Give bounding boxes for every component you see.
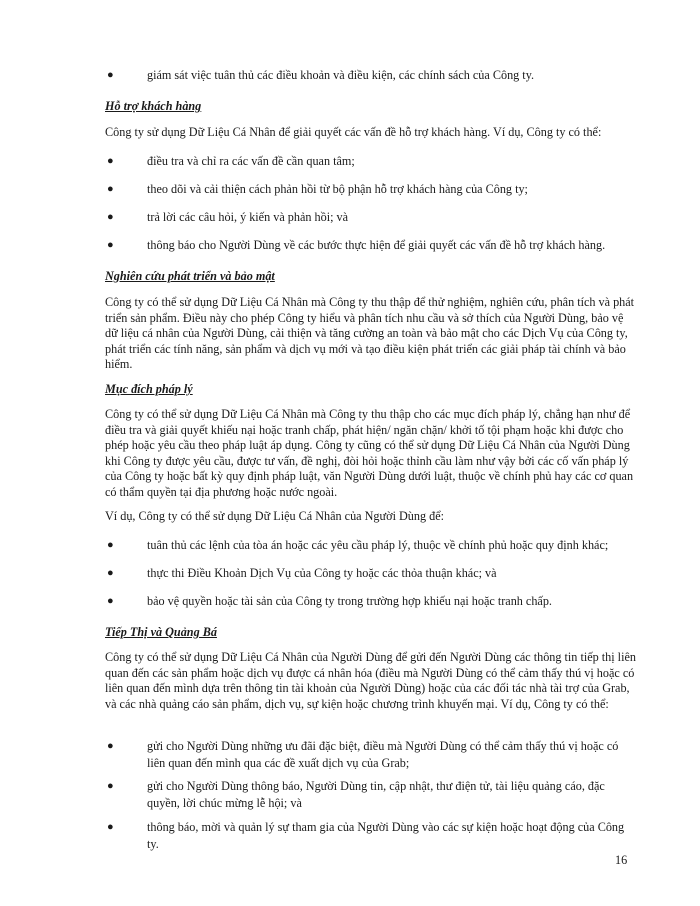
bullet-icon: ● (107, 595, 114, 607)
list-item-text: tuân thủ các lệnh của tòa án hoặc các yêu cầu pháp lý, thuộc về chính phủ hoặc quy định khác; (147, 538, 609, 552)
section-heading-legal: Mục đích pháp lý (105, 382, 193, 396)
list-item (105, 738, 635, 771)
list-item-text: bảo vệ quyền hoặc tài sản của Công ty trong trường hợp khiếu nại hoặc tranh chấp. (147, 594, 552, 608)
list-item (105, 537, 635, 554)
section-heading-marketing: Tiếp Thị và Quảng Bá (105, 625, 217, 639)
list-item (105, 565, 635, 582)
list-item (105, 778, 635, 811)
bullet-icon: ● (107, 183, 114, 195)
list-item (105, 181, 635, 198)
list-item (105, 153, 635, 170)
bullet-icon: ● (107, 239, 114, 251)
list-item (105, 209, 635, 226)
list-item (105, 237, 635, 254)
list-item-text: theo dõi và cải thiện cách phản hồi từ bộ phận hỗ trợ khách hàng của Công ty; (147, 182, 528, 196)
list-item-text: giám sát việc tuân thủ các điều khoản và điều kiện, các chính sách của Công ty. (147, 68, 535, 82)
section-heading-support: Hỗ trợ khách hàng (105, 99, 202, 113)
list-item-text: điều tra và chỉ ra các vấn đề cần quan tâm; (147, 154, 355, 168)
bullet-icon: ● (107, 567, 114, 579)
section-intro-legal: Ví dụ, Công ty có thể sử dụng Dữ Liệu Cá Nhân của Người Dùng để: (105, 509, 445, 523)
bullet-icon: ● (107, 155, 114, 167)
section-paragraph-legal: Công ty có thể sử dụng Dữ Liệu Cá Nhân mà Công ty thu thập cho các mục đích pháp lý, chẳng hạn như để điều tra và giải quyết khiếu nại hoặc tranh chấp, phát hiện/ ngăn chặn/ khởi tố tội phạm hoặc khi được cho phép hoặc yêu cầu theo pháp luật áp dụng. Công ty cũng có thể sử dụng Dữ Liệu Cá Nhân của Người Dùng khi Công ty được yêu cầu, được tư vấn, đề nghị, đòi hỏi hoặc thỉnh cầu làm như vậy bởi các cố vấn pháp lý của Công ty hoặc bất kỳ quy định pháp luật, văn Người Dùng dưới luật, thuộc về chính phủ hay các cơ quan có thẩm quyền tại địa phương hoặc nước ngoài. (105, 407, 634, 499)
bullet-icon: ● (107, 821, 114, 833)
list-item-text: thông báo cho Người Dùng về các bước thực hiện để giải quyết các vấn đề hỗ trợ khách hàng. (147, 238, 606, 252)
section-intro-support: Công ty sử dụng Dữ Liệu Cá Nhân để giải quyết các vấn đề hỗ trợ khách hàng. Ví dụ, Công ty có thể: (105, 125, 602, 139)
list-item-text: gửi cho Người Dùng những ưu đãi đặc biệt, điều mà Người Dùng có thể cảm thấy thú vị hoặc có liên quan đến mình qua các đề xuất dịch vụ của Grab; (147, 739, 619, 770)
list-item-text: thông báo, mời và quản lý sự tham gia của Người Dùng vào các sự kiện hoặc hoạt động của Công ty. (147, 820, 625, 851)
section-paragraph-marketing: Công ty có thể sử dụng Dữ Liệu Cá Nhân của Người Dùng để gửi đến Người Dùng các thông tin tiếp thị liên quan đến các sản phẩm hoặc dịch vụ được cá nhân hóa (điều mà Người Dùng có thể cảm thấy thú vị hoặc có liên quan đến mình dựa trên thông tin tài khoản của Người Dùng) hoặc của các đối tác nhà tài trợ của Grab, và các nhà quảng cáo sản phẩm, dịch vụ, sự kiện hoặc chương trình khuyến mại. Ví dụ, Công ty có thể: (105, 650, 636, 711)
list-item-text: thực thi Điều Khoản Dịch Vụ của Công ty hoặc các thỏa thuận khác; và (147, 566, 497, 580)
section-paragraph-research: Công ty có thể sử dụng Dữ Liệu Cá Nhân mà Công ty thu thập để thử nghiệm, nghiên cứu, phân tích và phát triển sản phẩm. Điều này cho phép Công ty hiểu và phân tích nhu cầu và sở thích của Người Dùng, bảo vệ dữ liệu cá nhân của Người Dùng, cải thiện và tăng cường an toàn và bảo mật cho các Dịch Vụ của Công ty, phát triển các tính năng, sản phẩm và dịch vụ mới và tạo điều kiện phát triển các giải pháp tài chính và bảo hiểm. (105, 295, 635, 372)
section-heading-research: Nghiên cứu phát triển và bảo mật (105, 269, 275, 283)
page-number: 16 (615, 853, 628, 867)
list-item (105, 819, 635, 852)
list-item (105, 593, 635, 610)
list-item-text: gửi cho Người Dùng thông báo, Người Dùng tin, cập nhật, thư điện tử, tài liệu quảng cáo, đặc quyền, lời chúc mừng lễ hội; và (147, 779, 605, 810)
bullet-icon: ● (107, 69, 114, 81)
list-item (105, 67, 635, 84)
bullet-icon: ● (107, 780, 114, 792)
bullet-icon: ● (107, 740, 114, 752)
bullet-icon: ● (107, 211, 114, 223)
bullet-icon: ● (107, 539, 114, 551)
list-item-text: trả lời các câu hỏi, ý kiến và phản hồi; và (147, 210, 349, 224)
